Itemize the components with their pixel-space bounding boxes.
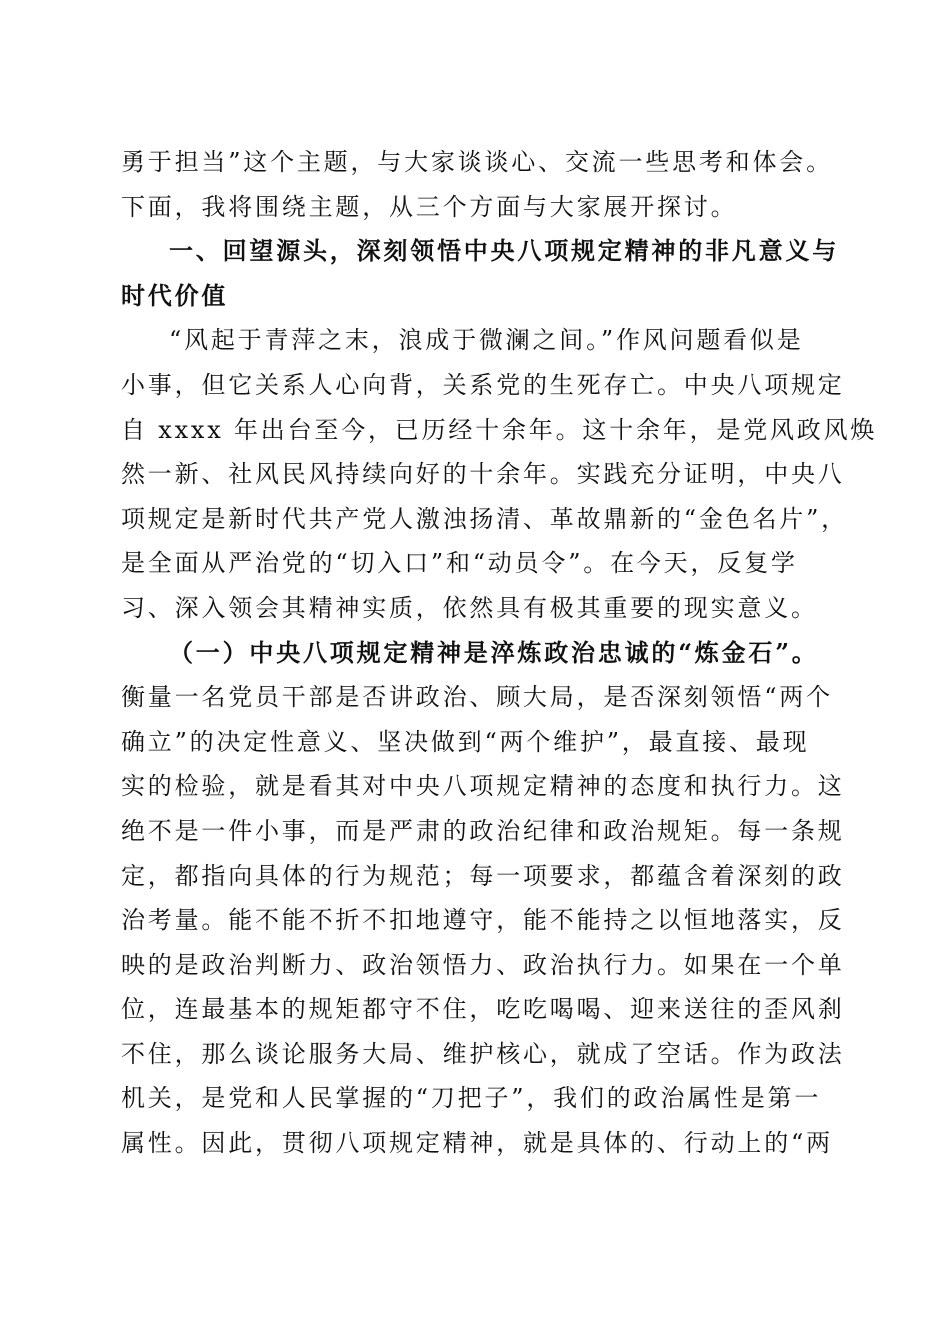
- body-line: 习、深入领会其精神实质，依然具有极其重要的现实意义。: [121, 593, 818, 622]
- body-line: 实的检验，就是看其对中央八项规定精神的态度和执行力。这: [121, 772, 845, 801]
- body-line: 治考量。能不能不折不扣地遵守，能不能持之以恒地落实，反: [121, 906, 845, 935]
- body-line: 下面，我将围绕主题，从三个方面与大家展开探讨。: [121, 192, 738, 221]
- body-line: 位，连最基本的规矩都守不住，吃吃喝喝、迎来送往的歪风刹: [121, 995, 845, 1024]
- document-body: [121, 140, 878, 1166]
- section-heading: 一、回望源头，深刻领悟中央八项规定精神的非凡意义与: [169, 237, 839, 266]
- body-line: 绝不是一件小事，而是严肃的政治纪律和政治规矩。每一条规: [121, 816, 845, 845]
- body-line: 确立”的决定性意义、坚决做到“两个维护”，最直接、最现: [121, 727, 810, 756]
- body-line: 小事，但它关系人心向背，关系党的生死存亡。中央八项规定: [121, 370, 845, 399]
- body-line: 自 xxxx 年出台至今，已历经十余年。这十余年，是党风政风焕: [121, 415, 878, 444]
- body-line: 然一新、社风民风持续向好的十余年。实践充分证明，中央八: [121, 460, 845, 489]
- subsection-heading: （一）中央八项规定精神是淬炼政治忠诚的“炼金石”。: [169, 637, 819, 667]
- body-line: 机关，是党和人民掌握的“刀把子”，我们的政治属性是第一: [121, 1084, 822, 1113]
- body-line: 衡量一名党员干部是否讲政治、顾大局，是否深刻领悟“两个: [121, 683, 833, 712]
- body-line: 是全面从严治党的“切入口”和“动员令”。在今天，反复学: [121, 549, 798, 578]
- section-heading-continued: 时代价值: [121, 281, 229, 310]
- body-line: 定，都指向具体的行为规范；每一项要求，都蕴含着深刻的政: [121, 861, 845, 890]
- body-line: 不住，那么谈论服务大局、维护核心，就成了空话。作为政法: [121, 1039, 845, 1068]
- body-line: 映的是政治判断力、政治领悟力、政治执行力。如果在一个单: [121, 950, 845, 979]
- body-line: 勇于担当”这个主题，与大家谈谈心、交流一些思考和体会。: [121, 148, 833, 176]
- body-line: “风起于青萍之末，浪成于微澜之间。”作风问题看似是: [169, 326, 804, 355]
- body-line: 属性。因此，贯彻八项规定精神，就是具体的、行动上的“两: [121, 1129, 833, 1158]
- body-line: 项规定是新时代共产党人激浊扬清、革故鼎新的“金色名片”，: [121, 504, 848, 533]
